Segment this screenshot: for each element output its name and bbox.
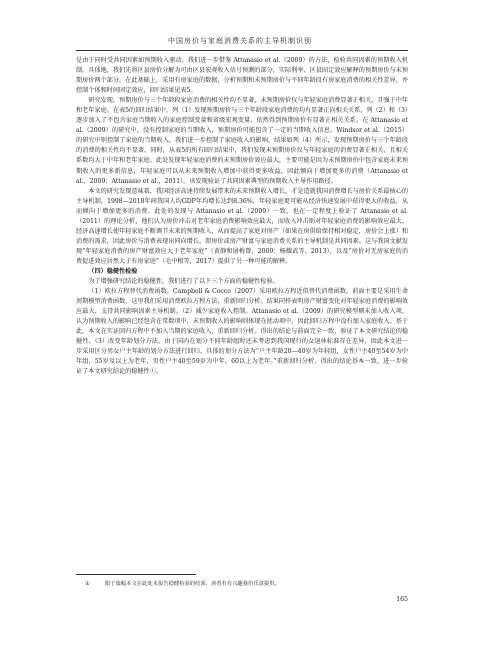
article-body	[76, 56, 408, 378]
header-rule	[76, 50, 408, 51]
paragraph-continuation: 是由于同时受共同因素如预期收入驱动。我们进一步借鉴 Attanasio et al.（2009）的方法，检验共同因素的预期收入机制。具体地，我们先将区县房价分解为可由区县宏观收入信号预测的部分，实际利率、区县固定效应解释的预期房价与未预期房价两个部分。在此基础上，采用有房家庭的数据，分析预期和未预期房价与不同年龄段有房家庭消费的相关性差异，并控制个体和时间固定效应，回归结果见表5。	[76, 57, 408, 95]
footnote-mark: ①	[85, 581, 90, 587]
footnote-text: 限于篇幅本文在此处未报告稳健检验的结果，读者若有兴趣我们乐意提供。	[105, 581, 280, 587]
footnote	[76, 580, 408, 588]
page-number: 165	[396, 596, 408, 603]
section-heading: （四）稳健性检验	[88, 267, 138, 275]
paragraph-implications: 本文的研究发现意味着，我国经济高速持续发展带来的未来预期收入增长，才是造就我国消费增长与房价关系最核心的主导机制。1998—2018年间我国人均GDP年均增长达到8.36%，年轻家庭更可能从经济快速发展中获得更大的收益，从而倾向于增加更多的消费。此处的发现与 Attanasio et al.（2009）一致，也在一定程度上验证了 Attanasio et al.（2011）的理论分析，他们认为房价冲击对老年家庭消费影响效应最大，而收入冲击则对年轻家庭消费的影响效应最大。经济高速增长使年轻家庭不断调节未来的预期收入，从而提高了家庭对房产（如果在房供给保持相对稳定，房价会上涨）和消费的需求，因此房价与消费表现出同向增长，即房价或房产财富与家庭消费关系的主导机制是共同因素。这与我国文献发现“年轻家庭消费的房产财富效应大于老年家庭”（黄静和屠梅曾，2009；杨耀武等，2013），以及“房价对无房家庭的消费促进效应居然大于有房家庭”（毛中根等，2017）提供了另一种可能的解释。	[76, 187, 408, 265]
paragraph-findings: 研究发现，预期房价与三个年龄段家庭消费的相关性均不显著，未预期房价仅与年轻家庭消费显著正相关，且强于中年和老年家庭。在表5的回归结果中，列（1）发现预期房价与三个年龄段家庭消费的均有显著正向相关关系，列（2）和（3）逐步加入了不包含家庭当期收入的家庭控制变量和省级宏观变量，依然得到预期房价有显著正相关关系。在 Attanasio et al.（2009）的研究中，没有控制家庭的当期收入，预期房价可能包含了一定的当期收入信息。Windsor et al.（2015）的研究中则控制了家庭的当期收入，我们进一步控制了家庭收入的影响，结果如列（4）所示，发现预期房价与三个年龄段的消费的相关性均不显著。同时，从表5的所有回归结果中，我们发现未预期房价仅与年轻家庭的消费显著正相关，且相关系数均大于中年和老年家庭。此处发现年轻家庭消费的未预期房价效应最大，主要可能是因为未预期房价中包含家庭未来预期收入的更多新信息，年轻家庭可以从未来预期收入增加中获得更多收益，因此倾向于增加更多的消费（Attanasio et al.，2009；Attanasio et al.，2011）。该发现验证了共同因素典型的预期收入主导作用路径。	[76, 97, 408, 185]
running-head: 中国房价与家庭消费关系的主导机制识别	[168, 37, 312, 45]
paragraph-robustness-checks: （1）欧拉方程替代消费函数。Campbell & Cocco（2007）采用欧拉方程近似替代消费函数。前面主要是采用生命周期模型消费函数，这里我们采用消费欧拉方程方法，重新回归分析。结果同样表明房产财富变化对年轻家庭消费的影响效应最大，支持共同影响因素主导机制。（2）减少家庭收入控制。Attanasio et al.（2009）的研究模型剔未加入收入项，认为预期收入的影响已经包含在常数项中，未预期收入的影响则体现在扰动项中，因此回归方程中没有加入家庭收入。基于此，本文在实证回归方程中不加入当期的家庭收入，重新回归分析。得出的结论与前面完全一致，验证了本文研究结论的稳健性。（3）改变年龄划分方法。由于国内在划分不同年龄组时还未考虑到我国现行的女退休标准存在差异，因此本文进一步采用区分男女户主年龄的划分方法进行回归，具体的划分方法为“户主年龄20—40岁为年轻组，女性户主40至54岁为中年组，55岁及以上为老年，男性户主40至59岁为中年，60以上为老年。”重新回归分析，得出的结论基本一致，进一步验证了本文研究结论的稳健性①。	[76, 288, 408, 376]
footnote-rule	[76, 574, 196, 575]
paragraph-robustness-intro: 为了增强研究结论的稳健性，我们进行了以下三个方面的稳健性检验。	[88, 278, 279, 286]
